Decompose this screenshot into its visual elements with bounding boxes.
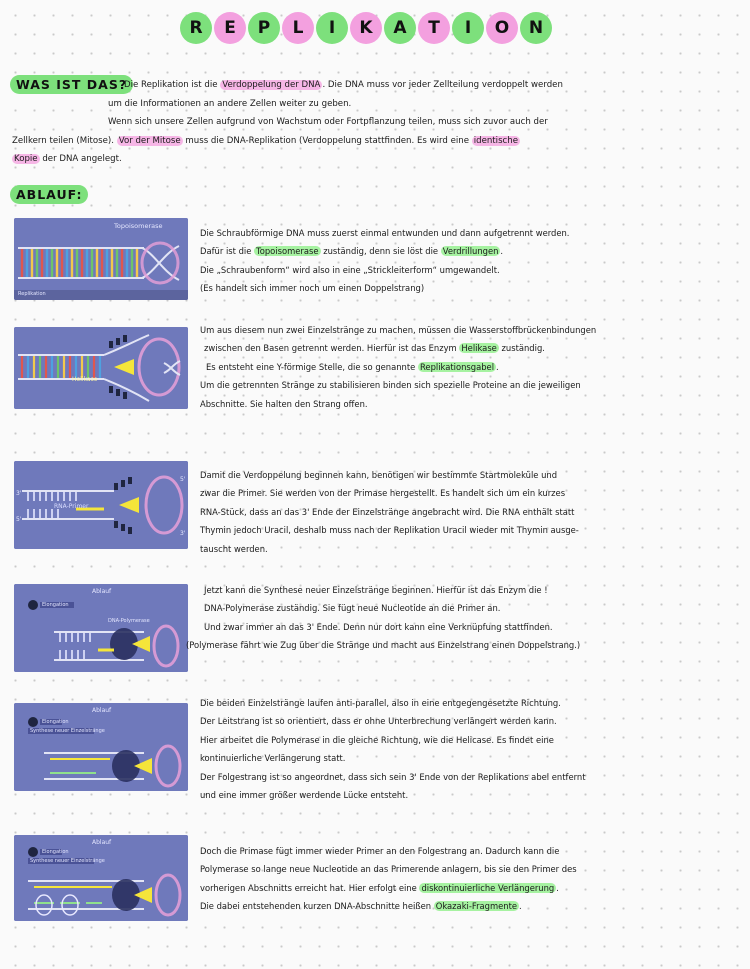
diagram-polymerase: Ablauf Elongation DNA-Polymerase: [14, 584, 188, 672]
diagram-topoisomerase: Topoisomerase Replikation: [14, 218, 188, 300]
svg-text:5': 5': [180, 476, 186, 483]
title-letter: P: [248, 12, 280, 44]
step-3-text: Damit die Verdoppelung beginnen kann, benötigen wir bestimmte Startmoleküle und zwar die Primer. Sie werden von der Primase hergestellt. Es handelt sich um ein kurzes RNA-Stück, dass an das 3' Ende der Einzelstränge angebracht wird. Die RNA enthält statt Thymin jedoch Uracil, deshalb muss nach der Replikation Uracil wieder mit Thymin ausge- tauscht werden.: [200, 470, 579, 554]
highlight: Kopie: [14, 154, 38, 165]
title-letter: A: [384, 12, 416, 44]
title-letter: K: [350, 12, 382, 44]
title-letter: N: [520, 12, 552, 44]
svg-text:3': 3': [180, 530, 186, 537]
title-letter: O: [486, 12, 518, 44]
step-6-text: Doch die Primase fügt immer wieder Primer an den Folgestrang an. Dadurch kann die Polymerase so lange neue Nucleotide an das Primerende anlagern, bis sie den Primer des vorherigen Abschnitts erreicht hat. Hier erfolgt eine diskontinuierliche Verlängerung . Die dabei entstehenden kurzen DNA-Abschnitte heißen Okazaki-Fragmente .: [200, 846, 577, 912]
highlight: Verdrillungen: [442, 246, 499, 257]
step-5-text: Die beiden Einzelstränge laufen anti-parallel, also in eine entgegengesetzte Richtung. Der Leitstrang ist so orientiert, dass er ohne Unterbrechung verlängert werden kann. Hier arbeitet die Polymerase in die gleiche Richtung, wie die Helicase. Es findet eine kontinuierliche Verlängerung statt. Der Folgestrang ist so angeordnet, dass sich sein 3' Ende von der Replikations abel entfernt und eine immer größer werdende Lücke entsteht.: [200, 698, 586, 801]
intro-heading: WAS IST DAS?: [10, 75, 133, 94]
highlight: Replikationsgabel: [419, 361, 495, 372]
highlight: Okazaki-Fragmente: [435, 901, 518, 912]
step-4-text: Jetzt kann die Synthese neuer Einzelstränge beginnen. Hierfür ist das Enzym die ! DNA-Polymerase zuständig. Sie fügt neue Nucleotide an die Primer an. Und zwar immer an das 3' Ende. Denn nur dort kann eine Verknüpfung stattfinden. (Polymerase fährt wie Zug über die Stränge und macht aus Einzelstrang einen Doppelstrang.): [186, 585, 581, 651]
diagram-helikase: Helikase: [14, 327, 188, 409]
step-2-text: Um aus diesem nun zwei Einzelstränge zu machen, müssen die Wasserstoffbrückenbindungen zwischen den Basen getrennt werden. Hierfür ist das Enzym Helikase zuständig. Es entsteht eine Y-förmige Stelle, die so genannte Replikationsgabel . Um die getrennten Stränge zu stabilisieren binden sich spezielle Proteine an die jeweiligen Abschnitte. Sie halten den Strang offen.: [200, 325, 597, 409]
highlight: Verdoppelung der DNA: [222, 80, 321, 90]
highlight: Helikase: [461, 343, 497, 354]
svg-text:3': 3': [16, 490, 22, 497]
diagram-okazaki: Ablauf Elongation Synthese neuer Einzelstränge: [14, 835, 188, 921]
title-letter: E: [214, 12, 246, 44]
highlight: Topoisomerase: [256, 246, 319, 257]
highlight: identische: [473, 135, 519, 146]
title-letter: R: [180, 12, 212, 44]
step-1-text: Die Schraubförmige DNA muss zuerst einmal entwunden und dann aufgetrennt werden. Dafür ist die Topoisomerase zuständig, denn sie löst die Verdrillungen . Die „Schraubenform“ wird also in eine „Strickleiterform“ umgewandelt. (Es handelt sich immer noch um einen Doppelstrang): [200, 228, 570, 294]
diagram-primase: 3' 5' 5' 3' RNA-Primer: [14, 461, 188, 549]
title-letter: I: [452, 12, 484, 44]
svg-text:5': 5': [16, 516, 22, 523]
highlight: diskontinuierliche Verlängerung: [421, 882, 555, 893]
intro-text: Die Replikation ist die Verdoppelung der DNA . Die DNA muss vor jeder Zellteilung verdoppelt werden um die Informationen an andere Zellen weiter zu geben. Wenn sich unsere Zellen aufgrund von Wachstum oder Fortpflanzung teilen, muss sich zuvor auch der Zellkern teilen (Mitose). Vor der Mitose muss die DNA-Replikation (Verdoppelung stattfinden. Es wird eine identische Kopie der DNA angelegt.: [12, 80, 563, 165]
title-letter: T: [418, 12, 450, 44]
highlight: Vor der Mitose: [118, 135, 181, 146]
ablauf-heading: ABLAUF:: [10, 185, 88, 204]
title-letter: L: [282, 12, 314, 44]
page-title: [180, 12, 552, 44]
title-letter: I: [316, 12, 348, 44]
diagram-leitstrang: Ablauf Elongation Synthese neuer Einzelstränge: [14, 703, 188, 791]
